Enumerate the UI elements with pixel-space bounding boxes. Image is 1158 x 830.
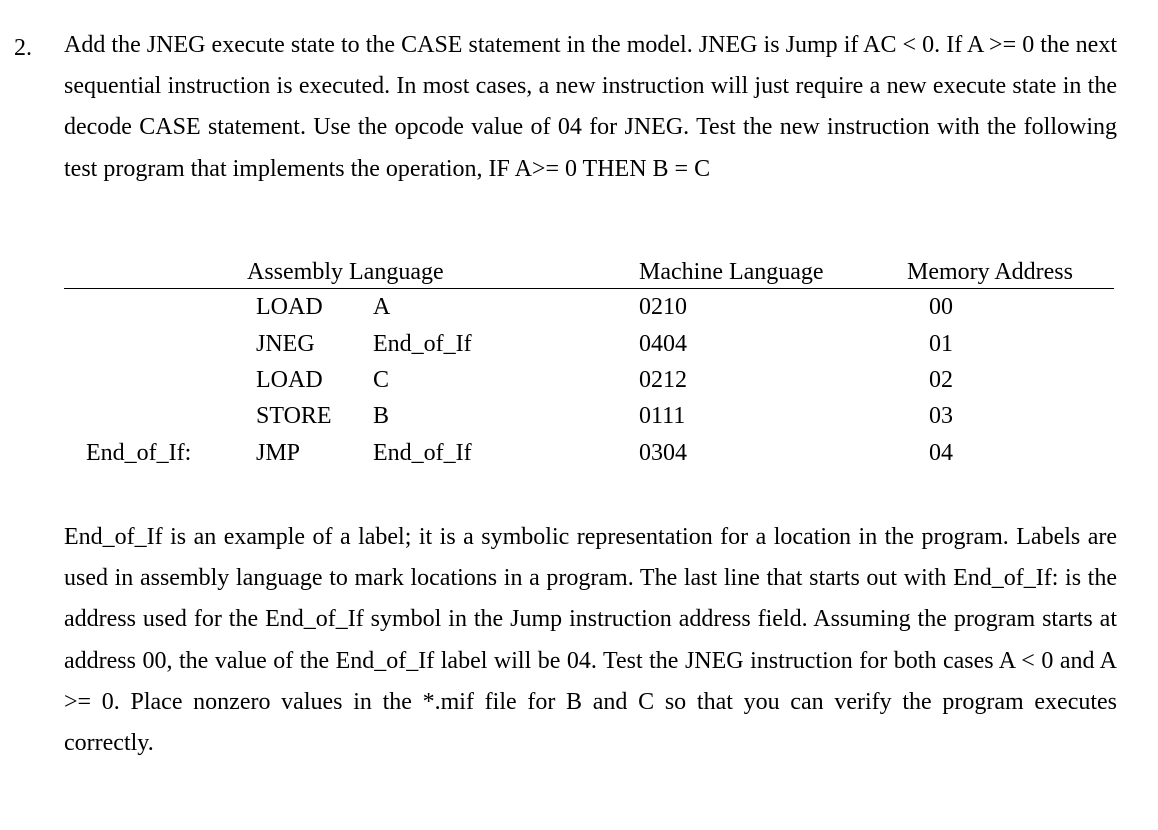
row-address: 04 [929,440,953,466]
row-address: 00 [929,294,953,320]
row-operand: End_of_If [373,331,472,357]
row-label: End_of_If: [86,440,192,466]
row-operand: A [373,294,391,320]
row-address: 03 [929,403,953,429]
row-machine-code: 0212 [639,367,687,393]
row-opcode: JNEG [256,331,315,357]
row-opcode: LOAD [256,367,323,393]
row-opcode: STORE [256,403,332,429]
row-machine-code: 0210 [639,294,687,320]
header-machine-language: Machine Language [639,259,824,285]
explanation-paragraph: End_of_If is an example of a label; it is a symbolic representation for a location in the program. Labels are used in assembly language to mark locations in a program. The last line that starts out with End_of_If: is the address used for the End_of_If symbol in the Jump instruction address field. Assuming the program starts at address 00, the value of the End_of_If label will be 04. Test the JNEG instruction for both cases A < 0 and A >= 0. Place nonzero values in the *.mif file for B and C so that you can verify the program executes correctly. [64,524,1117,757]
row-operand: C [373,367,390,393]
row-opcode: JMP [256,440,301,466]
header-assembly-language: Assembly Language [247,259,444,285]
row-operand: B [373,403,390,429]
item-number: 2. [14,35,32,61]
intro-paragraph: Add the JNEG execute state to the CASE statement in the model. JNEG is Jump if AC < 0. If A >= 0 the next sequential instruction is executed. In most cases, a new instruction will just require a new execute state in the decode CASE statement. Use the opcode value of 04 for JNEG. Test the new instruction with the following test program that implements the operation, IF A>= 0 THEN B = C [64,32,1117,182]
row-machine-code: 0304 [639,440,687,466]
row-machine-code: 0404 [639,331,687,357]
row-machine-code: 0111 [639,403,686,429]
program-table [0,252,1158,482]
row-operand: End_of_If [373,440,472,466]
row-address: 02 [929,367,953,393]
row-address: 01 [929,331,953,357]
table-header-rule [64,288,1114,289]
row-opcode: LOAD [256,294,323,320]
header-memory-address: Memory Address [907,259,1073,285]
